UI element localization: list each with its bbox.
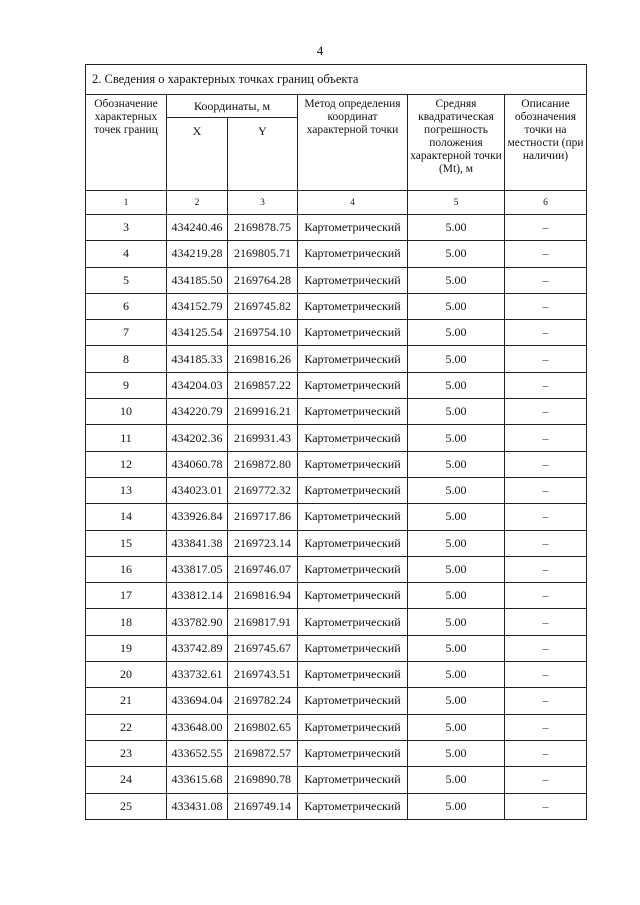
error-value: 5.00 xyxy=(408,477,505,503)
method-value: Картометрический xyxy=(298,372,408,398)
error-value: 5.00 xyxy=(408,609,505,635)
point-number: 6 xyxy=(86,293,167,319)
coord-x: 434219.28 xyxy=(167,241,228,267)
coord-y: 2169802.65 xyxy=(228,714,298,740)
point-number: 22 xyxy=(86,714,167,740)
table-row xyxy=(86,767,587,793)
method-value: Картометрический xyxy=(298,609,408,635)
coord-y: 2169817.91 xyxy=(228,609,298,635)
page-number: 4 xyxy=(316,43,324,58)
description-value: – xyxy=(505,241,587,267)
coord-y: 2169931.43 xyxy=(228,425,298,451)
point-number: 21 xyxy=(86,688,167,714)
method-value: Картометрический xyxy=(298,293,408,319)
table-row xyxy=(86,504,587,530)
column-number: 4 xyxy=(298,191,408,215)
point-number: 12 xyxy=(86,451,167,477)
header-description: Описание обозначения точки на местности (при наличии) xyxy=(505,95,587,191)
header-row xyxy=(86,95,587,118)
column-number: 3 xyxy=(228,191,298,215)
coord-x: 433694.04 xyxy=(167,688,228,714)
table-row xyxy=(86,372,587,398)
method-value: Картометрический xyxy=(298,477,408,503)
error-value: 5.00 xyxy=(408,662,505,688)
description-value: – xyxy=(505,399,587,425)
header-designation: Обозначение характерных точек границ xyxy=(86,95,167,191)
method-value: Картометрический xyxy=(298,451,408,477)
coord-y: 2169746.07 xyxy=(228,556,298,582)
point-number: 18 xyxy=(86,609,167,635)
error-value: 5.00 xyxy=(408,740,505,766)
description-value: – xyxy=(505,425,587,451)
coord-x: 434185.33 xyxy=(167,346,228,372)
error-value: 5.00 xyxy=(408,767,505,793)
point-number: 4 xyxy=(86,241,167,267)
description-value: – xyxy=(505,267,587,293)
description-value: – xyxy=(505,556,587,582)
description-value: – xyxy=(505,372,587,398)
description-value: – xyxy=(505,793,587,819)
table-row xyxy=(86,635,587,661)
table-row xyxy=(86,793,587,819)
description-value: – xyxy=(505,609,587,635)
coord-y: 2169743.51 xyxy=(228,662,298,688)
description-value: – xyxy=(505,583,587,609)
point-number: 24 xyxy=(86,767,167,793)
coord-y: 2169749.14 xyxy=(228,793,298,819)
error-value: 5.00 xyxy=(408,504,505,530)
coord-y: 2169872.80 xyxy=(228,451,298,477)
coord-y: 2169772.32 xyxy=(228,477,298,503)
column-number-row xyxy=(86,191,587,215)
coord-x: 434152.79 xyxy=(167,293,228,319)
coord-y: 2169745.82 xyxy=(228,293,298,319)
error-value: 5.00 xyxy=(408,451,505,477)
table-row xyxy=(86,399,587,425)
coord-y: 2169878.75 xyxy=(228,215,298,241)
coord-y: 2169816.94 xyxy=(228,583,298,609)
point-number: 19 xyxy=(86,635,167,661)
coord-x: 433926.84 xyxy=(167,504,228,530)
method-value: Картометрический xyxy=(298,346,408,372)
error-value: 5.00 xyxy=(408,583,505,609)
point-number: 14 xyxy=(86,504,167,530)
table-row xyxy=(86,556,587,582)
table-row xyxy=(86,241,587,267)
coord-y: 2169890.78 xyxy=(228,767,298,793)
table-row xyxy=(86,530,587,556)
error-value: 5.00 xyxy=(408,793,505,819)
method-value: Картометрический xyxy=(298,688,408,714)
coord-x: 434125.54 xyxy=(167,320,228,346)
description-value: – xyxy=(505,688,587,714)
table-row xyxy=(86,451,587,477)
coord-x: 433431.08 xyxy=(167,793,228,819)
error-value: 5.00 xyxy=(408,267,505,293)
header-x: X xyxy=(167,118,228,191)
coord-x: 434204.03 xyxy=(167,372,228,398)
coord-x: 433817.05 xyxy=(167,556,228,582)
point-number: 13 xyxy=(86,477,167,503)
coord-x: 433652.55 xyxy=(167,740,228,766)
coord-y: 2169764.28 xyxy=(228,267,298,293)
coord-x: 434023.01 xyxy=(167,477,228,503)
header-method: Метод определения координат характерной точки xyxy=(298,95,408,191)
method-value: Картометрический xyxy=(298,740,408,766)
point-number: 17 xyxy=(86,583,167,609)
column-number: 6 xyxy=(505,191,587,215)
point-number: 9 xyxy=(86,372,167,398)
coord-x: 433732.61 xyxy=(167,662,228,688)
description-value: – xyxy=(505,451,587,477)
header-y: Y xyxy=(228,118,298,191)
table-row xyxy=(86,293,587,319)
table-row xyxy=(86,267,587,293)
point-number: 7 xyxy=(86,320,167,346)
method-value: Картометрический xyxy=(298,267,408,293)
header-coordinates: Координаты, м xyxy=(167,95,298,118)
coord-x: 434240.46 xyxy=(167,215,228,241)
method-value: Картометрический xyxy=(298,504,408,530)
method-value: Картометрический xyxy=(298,241,408,267)
coord-x: 433782.90 xyxy=(167,609,228,635)
coord-y: 2169805.71 xyxy=(228,241,298,267)
coord-x: 434060.78 xyxy=(167,451,228,477)
point-number: 5 xyxy=(86,267,167,293)
method-value: Картометрический xyxy=(298,635,408,661)
description-value: – xyxy=(505,767,587,793)
error-value: 5.00 xyxy=(408,293,505,319)
coord-x: 434202.36 xyxy=(167,425,228,451)
coord-y: 2169872.57 xyxy=(228,740,298,766)
coord-y: 2169916.21 xyxy=(228,399,298,425)
method-value: Картометрический xyxy=(298,662,408,688)
error-value: 5.00 xyxy=(408,688,505,714)
table-row xyxy=(86,346,587,372)
error-value: 5.00 xyxy=(408,556,505,582)
coord-x: 433812.14 xyxy=(167,583,228,609)
description-value: – xyxy=(505,530,587,556)
method-value: Картометрический xyxy=(298,425,408,451)
table-body xyxy=(86,215,587,820)
method-value: Картометрический xyxy=(298,399,408,425)
method-value: Картометрический xyxy=(298,714,408,740)
method-value: Картометрический xyxy=(298,215,408,241)
coord-x: 433648.00 xyxy=(167,714,228,740)
method-value: Картометрический xyxy=(298,320,408,346)
point-number: 10 xyxy=(86,399,167,425)
method-value: Картометрический xyxy=(298,767,408,793)
coord-y: 2169717.86 xyxy=(228,504,298,530)
table-row xyxy=(86,477,587,503)
description-value: – xyxy=(505,477,587,503)
point-number: 25 xyxy=(86,793,167,819)
error-value: 5.00 xyxy=(408,320,505,346)
point-number: 20 xyxy=(86,662,167,688)
table-row xyxy=(86,688,587,714)
coord-y: 2169782.24 xyxy=(228,688,298,714)
table-row xyxy=(86,425,587,451)
coord-x: 433841.38 xyxy=(167,530,228,556)
method-value: Картометрический xyxy=(298,793,408,819)
table-row xyxy=(86,583,587,609)
error-value: 5.00 xyxy=(408,346,505,372)
table-row xyxy=(86,609,587,635)
table-row xyxy=(86,320,587,346)
description-value: – xyxy=(505,662,587,688)
description-value: – xyxy=(505,215,587,241)
boundary-points-table xyxy=(85,64,587,820)
description-value: – xyxy=(505,320,587,346)
error-value: 5.00 xyxy=(408,530,505,556)
column-number: 5 xyxy=(408,191,505,215)
coord-x: 434185.50 xyxy=(167,267,228,293)
coord-y: 2169857.22 xyxy=(228,372,298,398)
coord-y: 2169745.67 xyxy=(228,635,298,661)
method-value: Картометрический xyxy=(298,583,408,609)
point-number: 8 xyxy=(86,346,167,372)
point-number: 15 xyxy=(86,530,167,556)
coord-x: 433742.89 xyxy=(167,635,228,661)
description-value: – xyxy=(505,346,587,372)
description-value: – xyxy=(505,714,587,740)
method-value: Картометрический xyxy=(298,530,408,556)
table-row xyxy=(86,662,587,688)
error-value: 5.00 xyxy=(408,425,505,451)
coord-x: 433615.68 xyxy=(167,767,228,793)
description-value: – xyxy=(505,740,587,766)
coord-y: 2169754.10 xyxy=(228,320,298,346)
coord-y: 2169723.14 xyxy=(228,530,298,556)
error-value: 5.00 xyxy=(408,399,505,425)
table-row xyxy=(86,714,587,740)
error-value: 5.00 xyxy=(408,714,505,740)
description-value: – xyxy=(505,635,587,661)
description-value: – xyxy=(505,293,587,319)
error-value: 5.00 xyxy=(408,241,505,267)
point-number: 16 xyxy=(86,556,167,582)
column-number: 1 xyxy=(86,191,167,215)
method-value: Картометрический xyxy=(298,556,408,582)
column-number: 2 xyxy=(167,191,228,215)
table-title-row xyxy=(86,65,587,95)
error-value: 5.00 xyxy=(408,372,505,398)
point-number: 3 xyxy=(86,215,167,241)
point-number: 11 xyxy=(86,425,167,451)
coord-y: 2169816.26 xyxy=(228,346,298,372)
table-title: 2. Сведения о характерных точках границ объекта xyxy=(86,65,587,95)
table-row xyxy=(86,215,587,241)
error-value: 5.00 xyxy=(408,215,505,241)
coord-x: 434220.79 xyxy=(167,399,228,425)
description-value: – xyxy=(505,504,587,530)
header-error: Средняя квадратическая погрешность положения характерной точки (Mt), м xyxy=(408,95,505,191)
error-value: 5.00 xyxy=(408,635,505,661)
table-row xyxy=(86,740,587,766)
point-number: 23 xyxy=(86,740,167,766)
